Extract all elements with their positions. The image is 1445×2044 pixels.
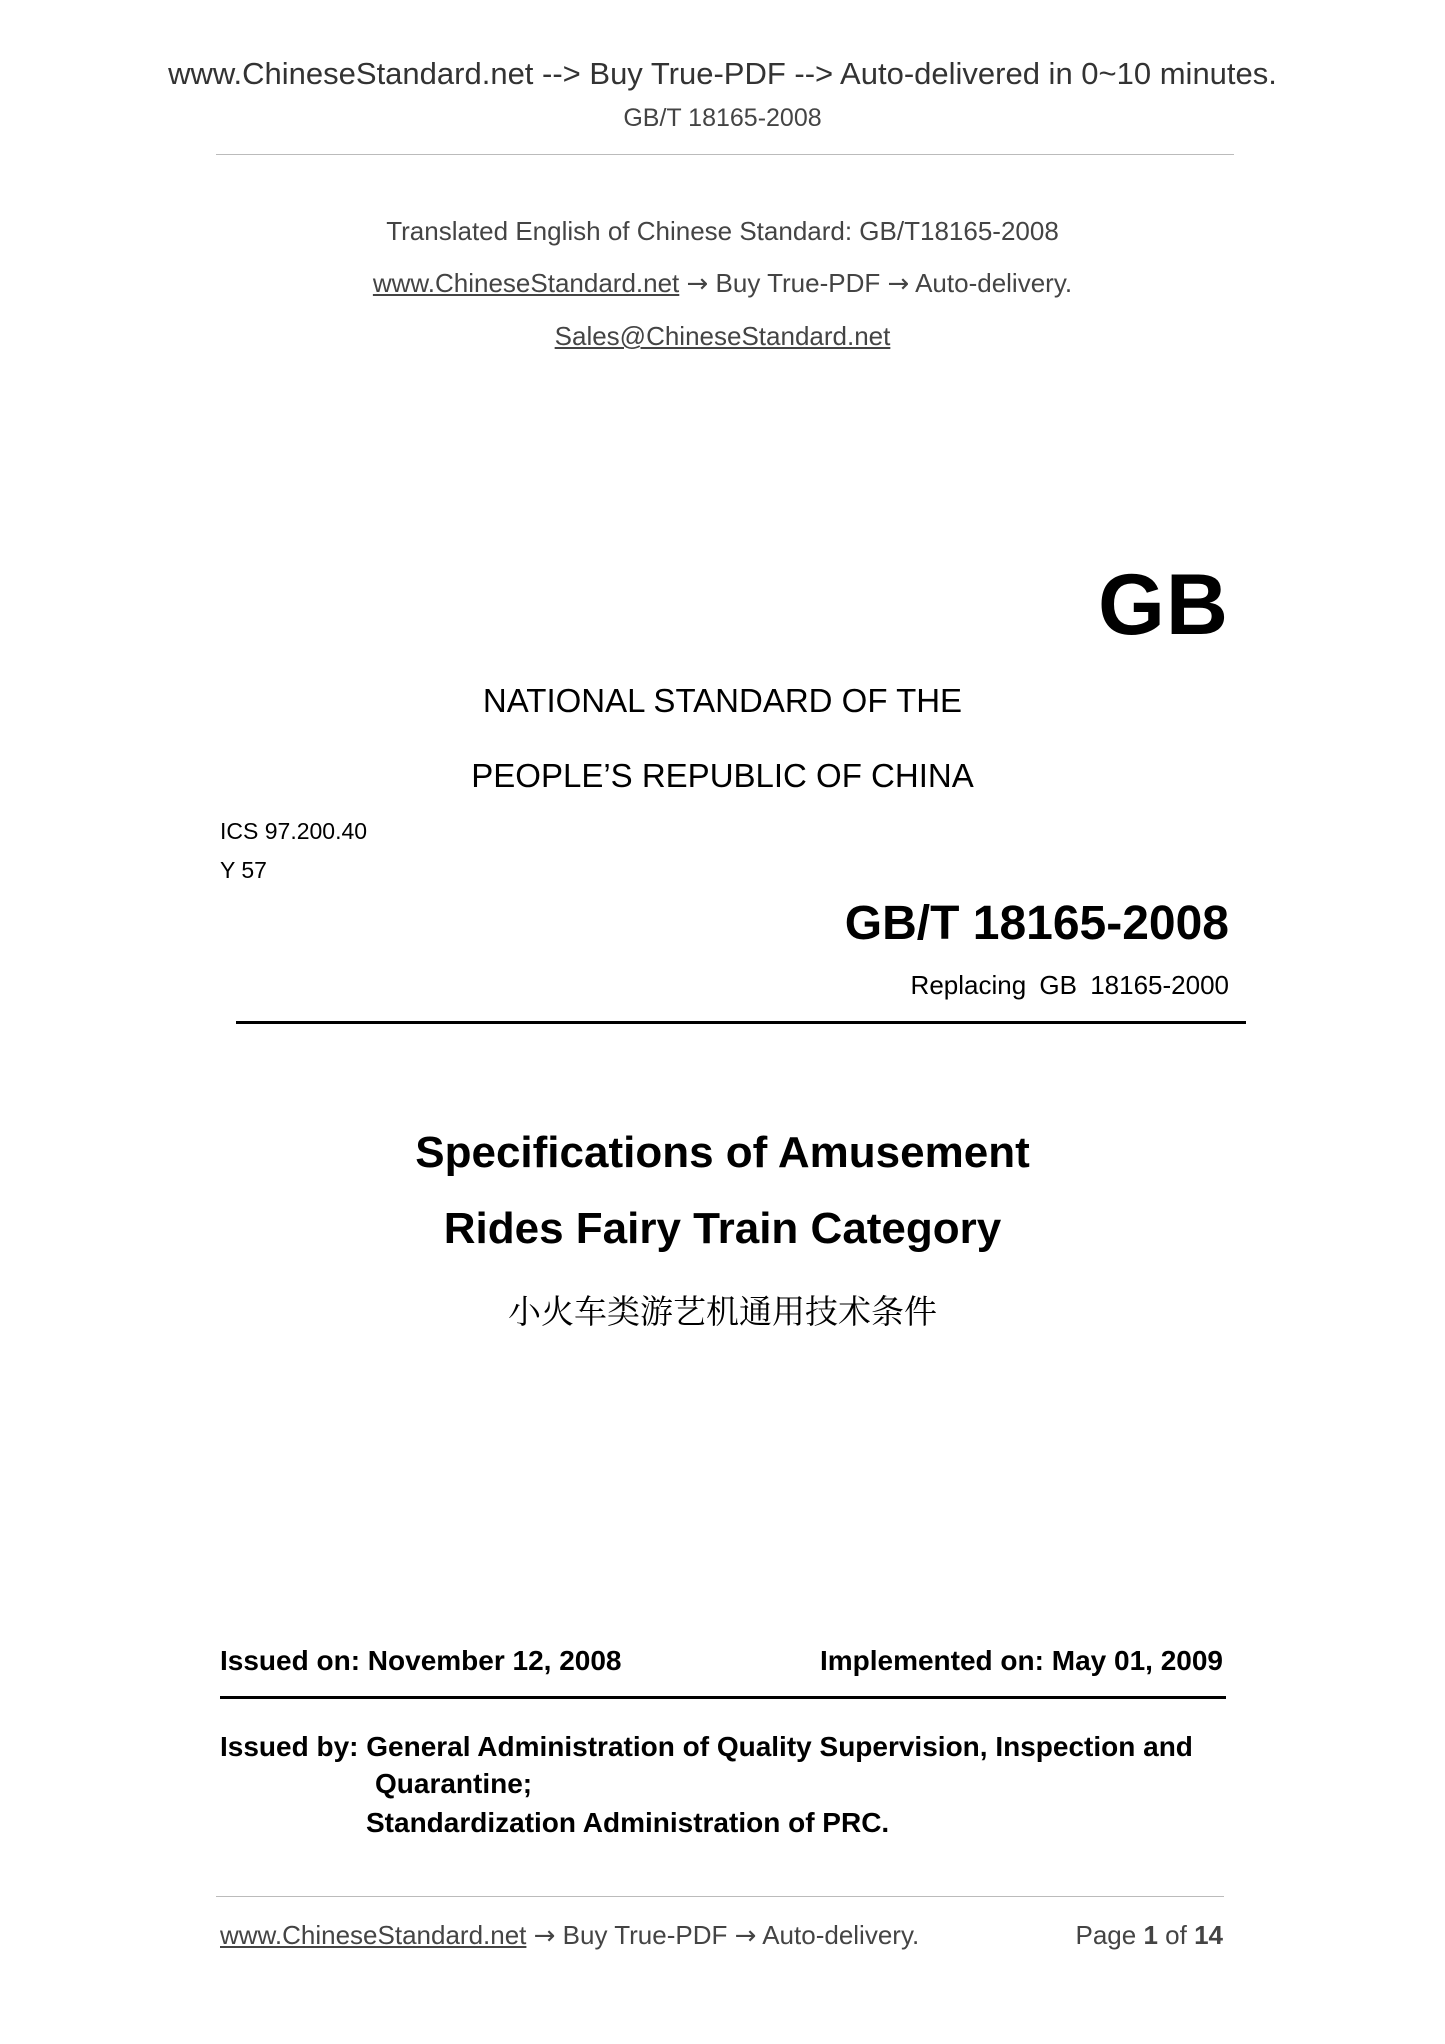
footer-divider [216, 1896, 1224, 1897]
y-code: Y 57 [220, 857, 267, 883]
main-divider [236, 1021, 1246, 1024]
arrow-right-icon: → [686, 269, 709, 299]
arrow-right-icon: → [533, 1921, 556, 1951]
title-line1: Specifications of Amusement [415, 1128, 1030, 1177]
auto-delivery-text: Auto-delivery. [915, 268, 1073, 298]
footer-site-link[interactable]: www.ChineseStandard.net [220, 1920, 527, 1950]
implemented-on: Implemented on: May 01, 2009 [819, 1645, 1223, 1676]
footer-auto-delivery-text: Auto-delivery. [762, 1920, 920, 1950]
ics-code: ICS 97.200.40 [220, 818, 368, 844]
issued-by-line3: Standardization Administration of PRC. [366, 1807, 890, 1838]
buy-text: Buy True-PDF [715, 268, 881, 298]
issued-by-line1: Issued by: General Administration of Quality Supervision, Inspection and [220, 1731, 1193, 1762]
footer-buy-line [220, 1920, 919, 1951]
email-line [0, 321, 1445, 352]
issue-divider [220, 1696, 1226, 1699]
replacing-note: Replacing GB 18165-2000 [910, 970, 1229, 1000]
email-link[interactable]: Sales@ChineseStandard.net [554, 321, 891, 351]
national-standard-line2: PEOPLE’S REPUBLIC OF CHINA [471, 757, 974, 794]
site-link[interactable]: www.ChineseStandard.net [372, 268, 680, 298]
of-label: of [1165, 1920, 1187, 1950]
header-banner: www.ChineseStandard.net --> Buy True-PDF --> Auto-delivered in 0~10 minutes. [168, 56, 1277, 91]
buy-line [0, 268, 1445, 299]
page-number: 1 [1143, 1920, 1158, 1950]
title-line2: Rides Fairy Train Category [443, 1204, 1002, 1253]
gb-mark: GB [1098, 557, 1229, 653]
footer-buy-text: Buy True-PDF [562, 1920, 728, 1950]
national-standard-line1: NATIONAL STANDARD OF THE [482, 682, 963, 719]
header-standard-number: GB/T 18165-2008 [623, 104, 822, 132]
issued-on: Issued on: November 12, 2008 [220, 1645, 622, 1676]
title-chinese: 小火车类游艺机通用技术条件 [508, 1292, 937, 1331]
issued-by-line2: Quarantine; [375, 1768, 533, 1799]
arrow-right-icon: → [734, 1921, 757, 1951]
page-label: Page [1075, 1920, 1137, 1950]
page-total: 14 [1194, 1920, 1223, 1950]
page-indicator [1075, 1920, 1223, 1951]
translated-note: Translated English of Chinese Standard: GB/T18165-2008 [386, 216, 1059, 246]
arrow-right-icon: → [887, 269, 910, 299]
header-divider [216, 154, 1234, 155]
standard-number: GB/T 18165-2008 [844, 897, 1229, 950]
